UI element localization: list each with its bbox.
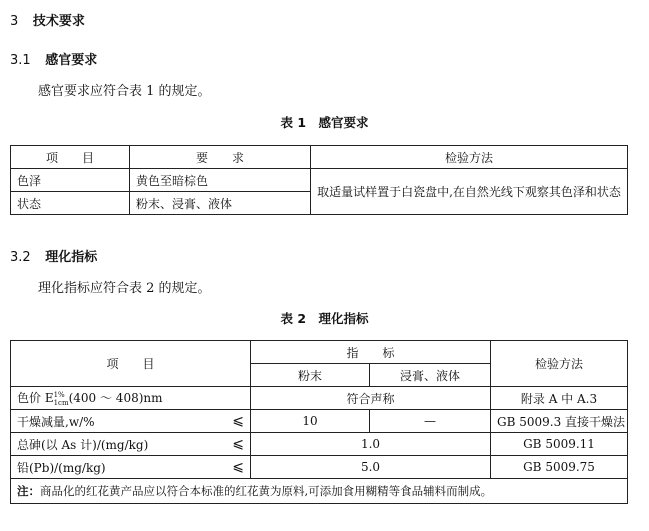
table-row [11, 433, 628, 456]
row-item-label: 总砷(以 As 计)/(mg/kg) [17, 437, 149, 452]
le-sign: ⩽ [232, 458, 244, 475]
header-index: 指 标 [251, 341, 491, 364]
section-number: 3.2 [10, 250, 31, 265]
table-row [11, 410, 628, 433]
section-number: 3.1 [10, 53, 31, 68]
section-3-1-heading [10, 49, 97, 68]
row-item [11, 456, 251, 479]
row-item-label: 铅(Pb)/(mg/kg) [17, 460, 106, 475]
color-value-wavelength: (400 ～ 408)nm [68, 391, 163, 406]
row-item: 状态 [11, 192, 130, 215]
section-title: 感官要求 [45, 53, 98, 68]
row-method: 附录 A 中 A.3 [491, 387, 628, 410]
header-requirement: 要 求 [130, 146, 311, 169]
row-requirement: 黄色至暗棕色 [130, 169, 311, 192]
row-method: 取适量试样置于白瓷盘中,在自然光线下观察其色泽和状态 [311, 169, 628, 215]
row-value: 符合声称 [251, 387, 491, 410]
row-item-color-value [11, 387, 251, 410]
row-method: GB 5009.3 直接干燥法 [491, 410, 628, 433]
row-requirement: 粉末、浸膏、液体 [130, 192, 311, 215]
section-title: 理化指标 [45, 250, 98, 265]
table-header-row [11, 146, 628, 169]
row-paste-value: — [370, 410, 491, 433]
table-note [11, 479, 628, 504]
row-method: GB 5009.11 [491, 433, 628, 456]
table-row [11, 169, 628, 192]
row-item: 色泽 [11, 169, 130, 192]
note-text: 商品化的红花黄产品应以符合本标准的红花黄为原料,可添加食用糊精等食品辅料而制成。 [40, 484, 493, 498]
section-3-heading [10, 10, 85, 29]
table-1 [10, 145, 628, 215]
section-3-2-heading [10, 246, 97, 265]
table-header-row [11, 341, 628, 364]
row-method: GB 5009.75 [491, 456, 628, 479]
le-sign: ⩽ [232, 412, 244, 429]
table-1-caption: 表 1 感官要求 [280, 115, 369, 130]
table-2-caption: 表 2 理化指标 [280, 311, 369, 326]
row-value: 5.0 [251, 456, 491, 479]
row-item-label: 干燥减量,w/% [17, 414, 95, 429]
color-value-sup: 1% [53, 390, 65, 399]
table-row [11, 456, 628, 479]
le-sign: ⩽ [232, 435, 244, 452]
table-note-row [11, 479, 628, 504]
note-label: 注： [17, 484, 40, 498]
color-value-label: 色价 E [17, 391, 54, 406]
header-powder: 粉末 [251, 364, 370, 387]
section-title: 技术要求 [32, 14, 85, 29]
section-3-2-paragraph: 理化指标应符合表 2 的规定。 [38, 281, 211, 296]
row-powder-value: 10 [251, 410, 370, 433]
row-item [11, 433, 251, 456]
section-3-1-paragraph: 感官要求应符合表 1 的规定。 [38, 84, 211, 99]
header-item: 项 目 [11, 146, 130, 169]
header-method: 检验方法 [311, 146, 628, 169]
table-row [11, 387, 628, 410]
row-item [11, 410, 251, 433]
header-paste-liquid: 浸膏、液体 [370, 364, 491, 387]
section-number: 3 [10, 14, 19, 29]
row-value: 1.0 [251, 433, 491, 456]
table-2 [10, 340, 628, 504]
header-method: 检验方法 [491, 341, 628, 387]
color-value-sub: 1cm [53, 398, 69, 407]
header-item: 项 目 [11, 341, 251, 387]
